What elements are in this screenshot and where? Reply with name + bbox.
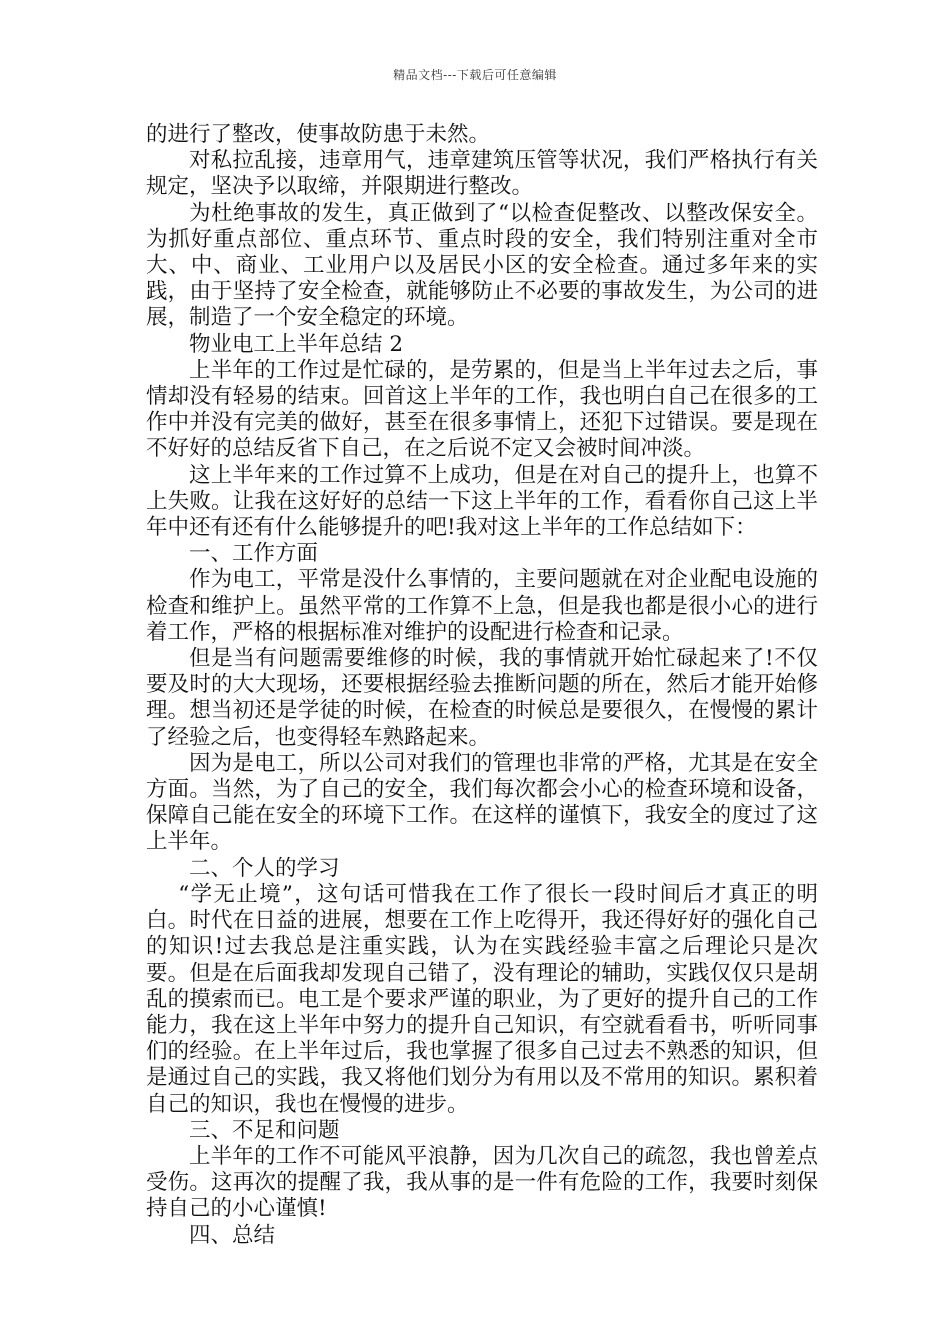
paragraph: 作为电工，平常是没什么事情的，主要问题就在对企业配电设施的检查和维护上。虽然平常的工作算不上急，但是我也都是很小心的进行着工作，严格的根据标准对维护的设配进行检查和记录。 [146,567,818,645]
paragraph: 为杜绝事故的发生，真正做到了“以检查促整改、以整改保安全。为抓好重点部位、重点环节、重点时段的安全，我们特别注重对全市大、中、商业、工业用户以及居民小区的安全检查。通过多年来的实践，由于坚持了安全检查，就能够防止不必要的事故发生，为公司的进展，制造了一个安全稳定的环境。 [146,200,818,331]
paragraph-continuation: 的进行了整改，使事故防患于未然。 [146,122,491,147]
paragraph: 上半年的工作不可能风平浪静，因为几次自己的疏忽，我也曾差点受伤。这再次的提醒了我，我从事的是一件有危险的工作，我要时刻保持自己的小心谨慎! [146,1143,818,1222]
section-title: 物业电工上半年总结 2 [189,331,404,357]
subheading: 四、总结 [189,1222,276,1248]
paragraph: 对私拉乱接，违章用气，违章建筑压管等状况，我们严格执行有关规定，坚决予以取缔，并限期进行整改。 [146,148,818,200]
paragraph: “学无止境”，这句话可惜我在工作了很长一段时间后才真正的明白。时代在日益的进展，想要在工作上吃得开，我还得好好的强化自己的知识!过去我总是注重实践，认为在实践经验丰富之后理论只是次要。但是在后面我却发现自己错了，没有理论的辅助，实践仅仅只是胡乱的摸索而已。电工是个要求严谨的职业，为了更好的提升自己的工作能力，我在这上半年中努力的提升自己知识，有空就看看书，听听同事们的经验。在上半年过后，我也掌握了很多自己过去不熟悉的知识，但是通过自己的实践，我又将他们划分为有用以及不常用的知识。累积着自己的知识，我也在慢慢的进步。 [146,881,818,1117]
page-header: 精品文档---下载后可任意编辑 [393,68,557,82]
document-body [146,122,818,1249]
subheading: 三、不足和问题 [189,1117,340,1143]
paragraph: 上半年的工作过是忙碌的，是劳累的，但是当上半年过去之后，事情却没有轻易的结束。回首这上半年的工作，我也明白自己在很多的工作中并没有完美的做好，甚至在很多事情上，还犯下过错误。要是现在不好好的总结反省下自己，在之后说不定又会被时间冲淡。 [146,357,818,462]
subheading: 二、个人的学习 [189,855,340,881]
paragraph: 这上半年来的工作过算不上成功，但是在对自己的提升上，也算不上失败。让我在这好好的总结一下这上半年的工作，看看你自己这上半年中还有还有什么能够提升的吧!我对这上半年的工作总结如下： [146,462,818,541]
paragraph: 但是当有问题需要维修的时候，我的事情就开始忙碌起来了!不仅要及时的大大现场，还要根据经验去推断问题的所在，然后才能开始修理。想当初还是学徒的时候，在检查的时候总是要很久，在慢慢的累计了经验之后，也变得轻车熟路起来。 [146,646,818,750]
subheading: 一、工作方面 [189,541,319,567]
paragraph: 因为是电工，所以公司对我们的管理也非常的严格，尤其是在安全方面。当然，为了自己的安全，我们每次都会小心的检查环境和设备，保障自己能在安全的环境下工作。在这样的谨慎下，我安全的度过了这上半年。 [146,750,818,855]
